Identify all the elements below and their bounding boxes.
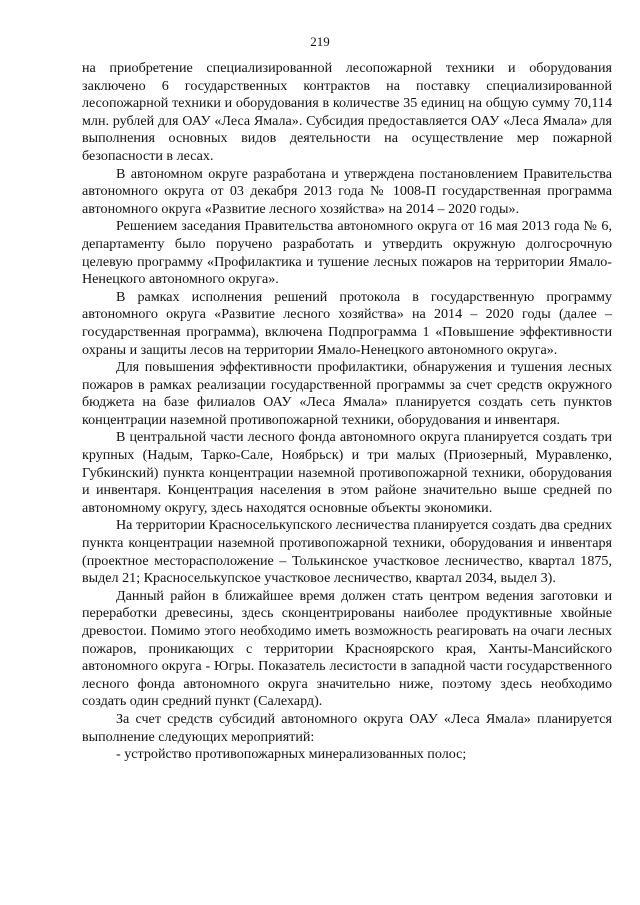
paragraph-subprogram: В рамках исполнения решений протокола в государственную программу автономного округа «Развитие лесного хозяйства» на 2014 – 2020 годы (далее – государственная программа), включена Подпрограмма 1 «Повышение эффективности охраны и защиты лесов на территории Ямало-Ненецкого автономного округа». bbox=[82, 288, 612, 358]
paragraph-western-part: Данный район в ближайшее время должен стать центром ведения заготовки и переработки древесины, здесь сконцентрированы наиболее продуктивные хвойные древостои. Помимо этого необходимо иметь возможность реагировать на очаги лесных пожаров, проникающих с территории Красноярского края, Ханты-Мансийского автономного округа - Югры. Показатель лесистости в западной части государственного лесного фонда автономного округа значительно ниже, поэтому здесь необходимо создать один средний пункт (Салехард). bbox=[82, 587, 612, 710]
paragraph-concentration-network: Для повышения эффективности профилактики, обнаружения и тушения лесных пожаров в рамках реализации государственной программы за счет средств окружного бюджета на базе филиалов ОАУ «Леса Ямала» планируется создать сеть пунктов концентрации наземной противопожарной техники, оборудования и инвентаря. bbox=[82, 359, 612, 428]
paragraph-contracts: на приобретение специализированной лесопожарной техники и оборудования заключено 6 государственных контрактов на поставку специализированной лесопожарной техники и оборудования в количестве 35 единиц на общую сумму 70,114 млн. рублей для ОАУ «Леса Ямала». Субсидия предоставляется ОАУ «Леса Ямала» для выполнения основных видов деятельности на осуществление мер пожарной безопасности в лесах. bbox=[82, 60, 612, 164]
paragraph-central-part: В центральной части лесного фонда автономного округа планируется создать три крупных (Надым, Тарко-Сале, Ноябрьск) и три малых (Приозерный, Муравленко, Губкинский) пункта концентрации наземной противопожарной техники, оборудования и инвентаря. Концентрация населения в этом районе значительно выше средней по автономному округу, здесь находятся основные объекты экономики. bbox=[82, 429, 612, 516]
paragraph-government-decision: Решением заседания Правительства автономного округа от 16 мая 2013 года № 6, департаменту было поручено разработать и утвердить окружную долгосрочную целевую программу «Профилактика и тушение лесных пожаров на территории Ямало-Ненецкого автономного округа». bbox=[82, 218, 612, 288]
paragraph-state-program: В автономном округе разработана и утверждена постановлением Правительства автономного округа от 03 декабря 2013 года № 1008-П государственная программа автономного округа «Развитие лесного хозяйства» на 2014 – 2020 годы». bbox=[82, 165, 612, 217]
document-body bbox=[82, 60, 612, 764]
paragraph-krasnoselkup: На территории Красноселькупского лесничества планируется создать два средних пункта концентрации наземной противопожарной техники, оборудования и инвентаря (проектное месторасположение – Толькинское участковое лесничество, квартал 1875, выдел 21; Красноселькупское участковое лесничество, квартал 2034, выдел 3). bbox=[82, 517, 612, 587]
page-number: 219 bbox=[310, 34, 330, 49]
paragraph-measures-intro: За счет средств субсидий автономного округа ОАУ «Леса Ямала» планируется выполнение следующих мероприятий: bbox=[82, 710, 612, 745]
list-item-firebreaks: - устройство противопожарных минерализованных полос; bbox=[116, 746, 467, 763]
